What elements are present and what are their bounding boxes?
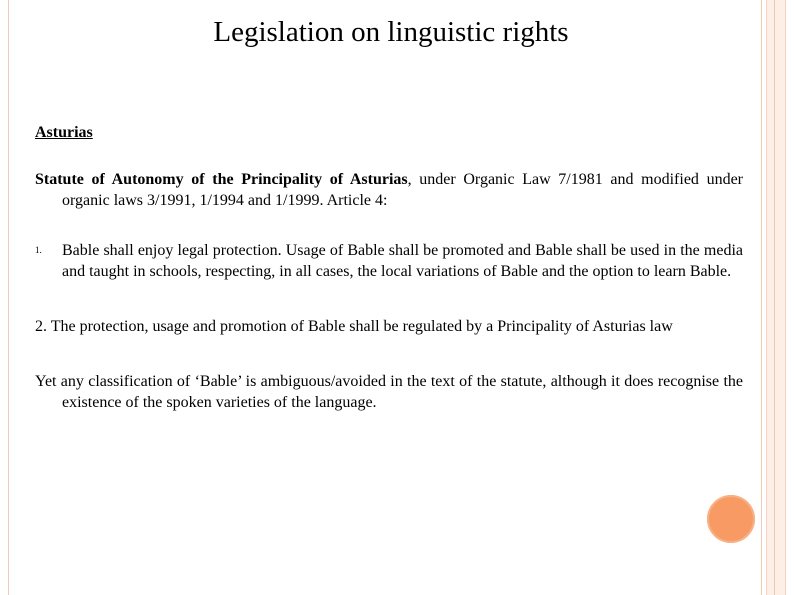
- article-item-1-text: Bable shall enjoy legal protection. Usage of Bable shall be promoted and Bable shall be used in the media and taught in schools, respecting, in all cases, the local variations of Bable and the option to learn Bable.: [62, 242, 743, 280]
- decorative-side-bar: [766, 0, 786, 595]
- slide-body: [35, 122, 743, 413]
- slide-title: Legislation on linguistic rights: [213, 16, 569, 48]
- article-item-1-number: 1.: [35, 245, 42, 255]
- decorative-side-line: [774, 0, 775, 595]
- article-item-2: 2. The protection, usage and promotion of Bable shall be regulated by a Principality of Asturias law: [35, 318, 673, 335]
- closing-paragraph: Yet any classification of ‘Bable’ is ambiguous/avoided in the text of the statute, although it does recognise the existence of the spoken varieties of the language.: [35, 373, 743, 411]
- statute-details: , under Organic Law 7/1981 and modified under organic laws 3/1991, 1/1994 and 1/1999. Article 4:: [62, 171, 743, 209]
- article-item-1: [35, 240, 743, 282]
- section-heading: Asturias: [35, 124, 93, 141]
- statute-paragraph: [35, 169, 743, 211]
- statute-name: Statute of Autonomy of the Principality of Asturias: [35, 171, 408, 188]
- decorative-orange-circle: [707, 495, 755, 543]
